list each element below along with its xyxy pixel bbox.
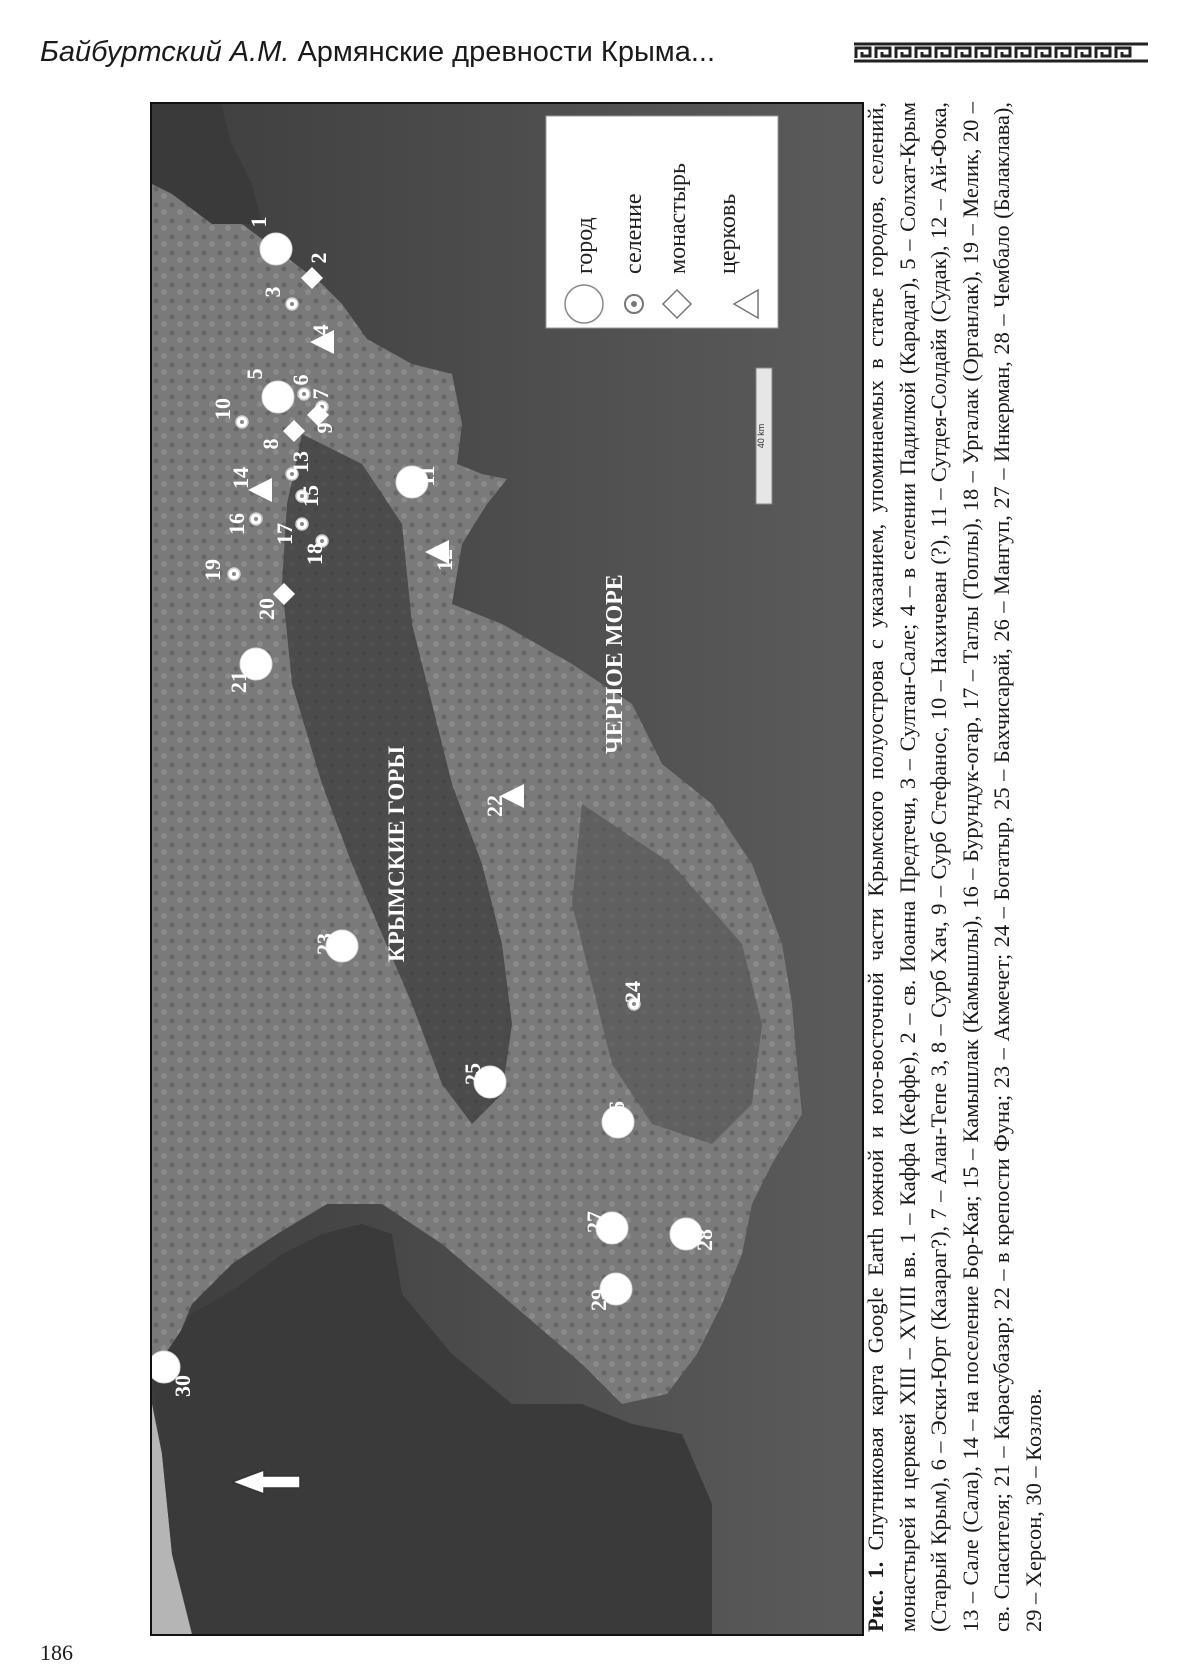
marker-label-4: 4 (308, 324, 333, 336)
legend-label-city: город (572, 217, 598, 274)
marker-label-20: 20 (254, 598, 279, 620)
legend-label-village: селение (621, 193, 647, 274)
map-legend (546, 116, 778, 328)
marker-label-25: 25 (460, 1063, 485, 1085)
marker-label-21: 21 (226, 671, 251, 693)
marker-label-5: 5 (242, 368, 267, 380)
running-head-author: Байбуртский А.М. (40, 36, 290, 68)
marker-label-22: 22 (482, 795, 507, 817)
legend-target-icon (625, 295, 643, 313)
marker-label-11: 11 (414, 465, 439, 487)
marker-label-18: 18 (302, 543, 327, 565)
mountains-label: КРЫМСКИЕ ГОРЫ (384, 746, 409, 962)
marker-label-8: 8 (258, 438, 283, 450)
page-number: 186 (40, 1640, 73, 1665)
marker-label-10: 10 (210, 398, 235, 420)
meander-ornament (852, 40, 1152, 64)
marker-label-14: 14 (228, 467, 253, 489)
marker-label-28: 28 (692, 1229, 717, 1251)
marker-label-6: 6 (288, 374, 313, 386)
marker-label-17: 17 (272, 523, 297, 545)
map-canvas (152, 104, 862, 1634)
legend-label-church: церковь (715, 193, 741, 274)
marker-label-27: 27 (582, 1211, 607, 1233)
marker-label-24: 24 (620, 981, 645, 1003)
marker-label-7: 7 (308, 388, 333, 400)
scale-bar (756, 368, 772, 504)
marker-label-26: 26 (604, 1101, 629, 1123)
marker-label-9: 9 (312, 422, 337, 434)
figure-caption (860, 102, 1170, 1632)
marker-label-30: 30 (170, 1375, 195, 1397)
marker-label-29: 29 (586, 1289, 611, 1311)
crimea-satellite-map (150, 102, 864, 1636)
caption-label: Рис. 1. (863, 1561, 888, 1632)
marker-label-16: 16 (224, 513, 249, 535)
scale-label: 40 km (756, 423, 766, 449)
marker-label-1: 1 (246, 216, 271, 228)
marker-label-13: 13 (288, 451, 313, 473)
running-head-title: Армянские древности Крыма... (297, 36, 716, 68)
legend-label-monastery: монастырь (665, 163, 691, 274)
marker-label-12: 12 (432, 549, 457, 571)
caption-text: Спутниковая карта Google Earth южной и юго-восточной части Крымского полуострова с указанием, упоминаемых в статье городов, селений, монастырей и церквей XIII – XVIII вв. 1 – Каффа (Кеффе), 2 – св. Иоанна Предтечи, 3 – Султан-Сале; 4 – в селении Падилкой (Карадаг), 5 – Солхат-Крым (Старый Крым), 6 – Эски-Юрт (Казараг?), 7 – Алан-Тепе 3, 8 – Сурб Хач, 9 – Сурб Стефанос, 10 – Нахичеван (?), 11 – Сугдея-Солдайя (Судак), 12 – Ай-Фока, 13 – Сале (Сала), 14 – на поселение Бор-Кая; 15 – Камышлак (Камышлы), 16 – Бурундук-огар, 17 – Таглы (Топлы), 18 – Ургалак (Органлак), 19 – Мелик, 20 – св. Спасителя; 21 – Карасубазар; 22 – в крепости Фуна; 23 – Акмечет; 24 – Богатыр, 25 – Бахчисарай, 26 – Мангуп, 27 – Инкерман, 28 – Чембало (Балаклава), 29 – Херсон, 30 – Козлов. (863, 102, 1046, 1632)
legend-circle-icon (565, 285, 603, 323)
marker-label-19: 19 (200, 559, 225, 581)
sea-label: ЧЕРНОЕ МОРЕ (602, 574, 628, 754)
marker-label-3: 3 (260, 286, 285, 298)
marker-label-15: 15 (298, 485, 323, 507)
marker-label-23: 23 (312, 933, 337, 955)
marker-label-2: 2 (306, 252, 331, 264)
marker-15-target-icon (296, 485, 323, 507)
